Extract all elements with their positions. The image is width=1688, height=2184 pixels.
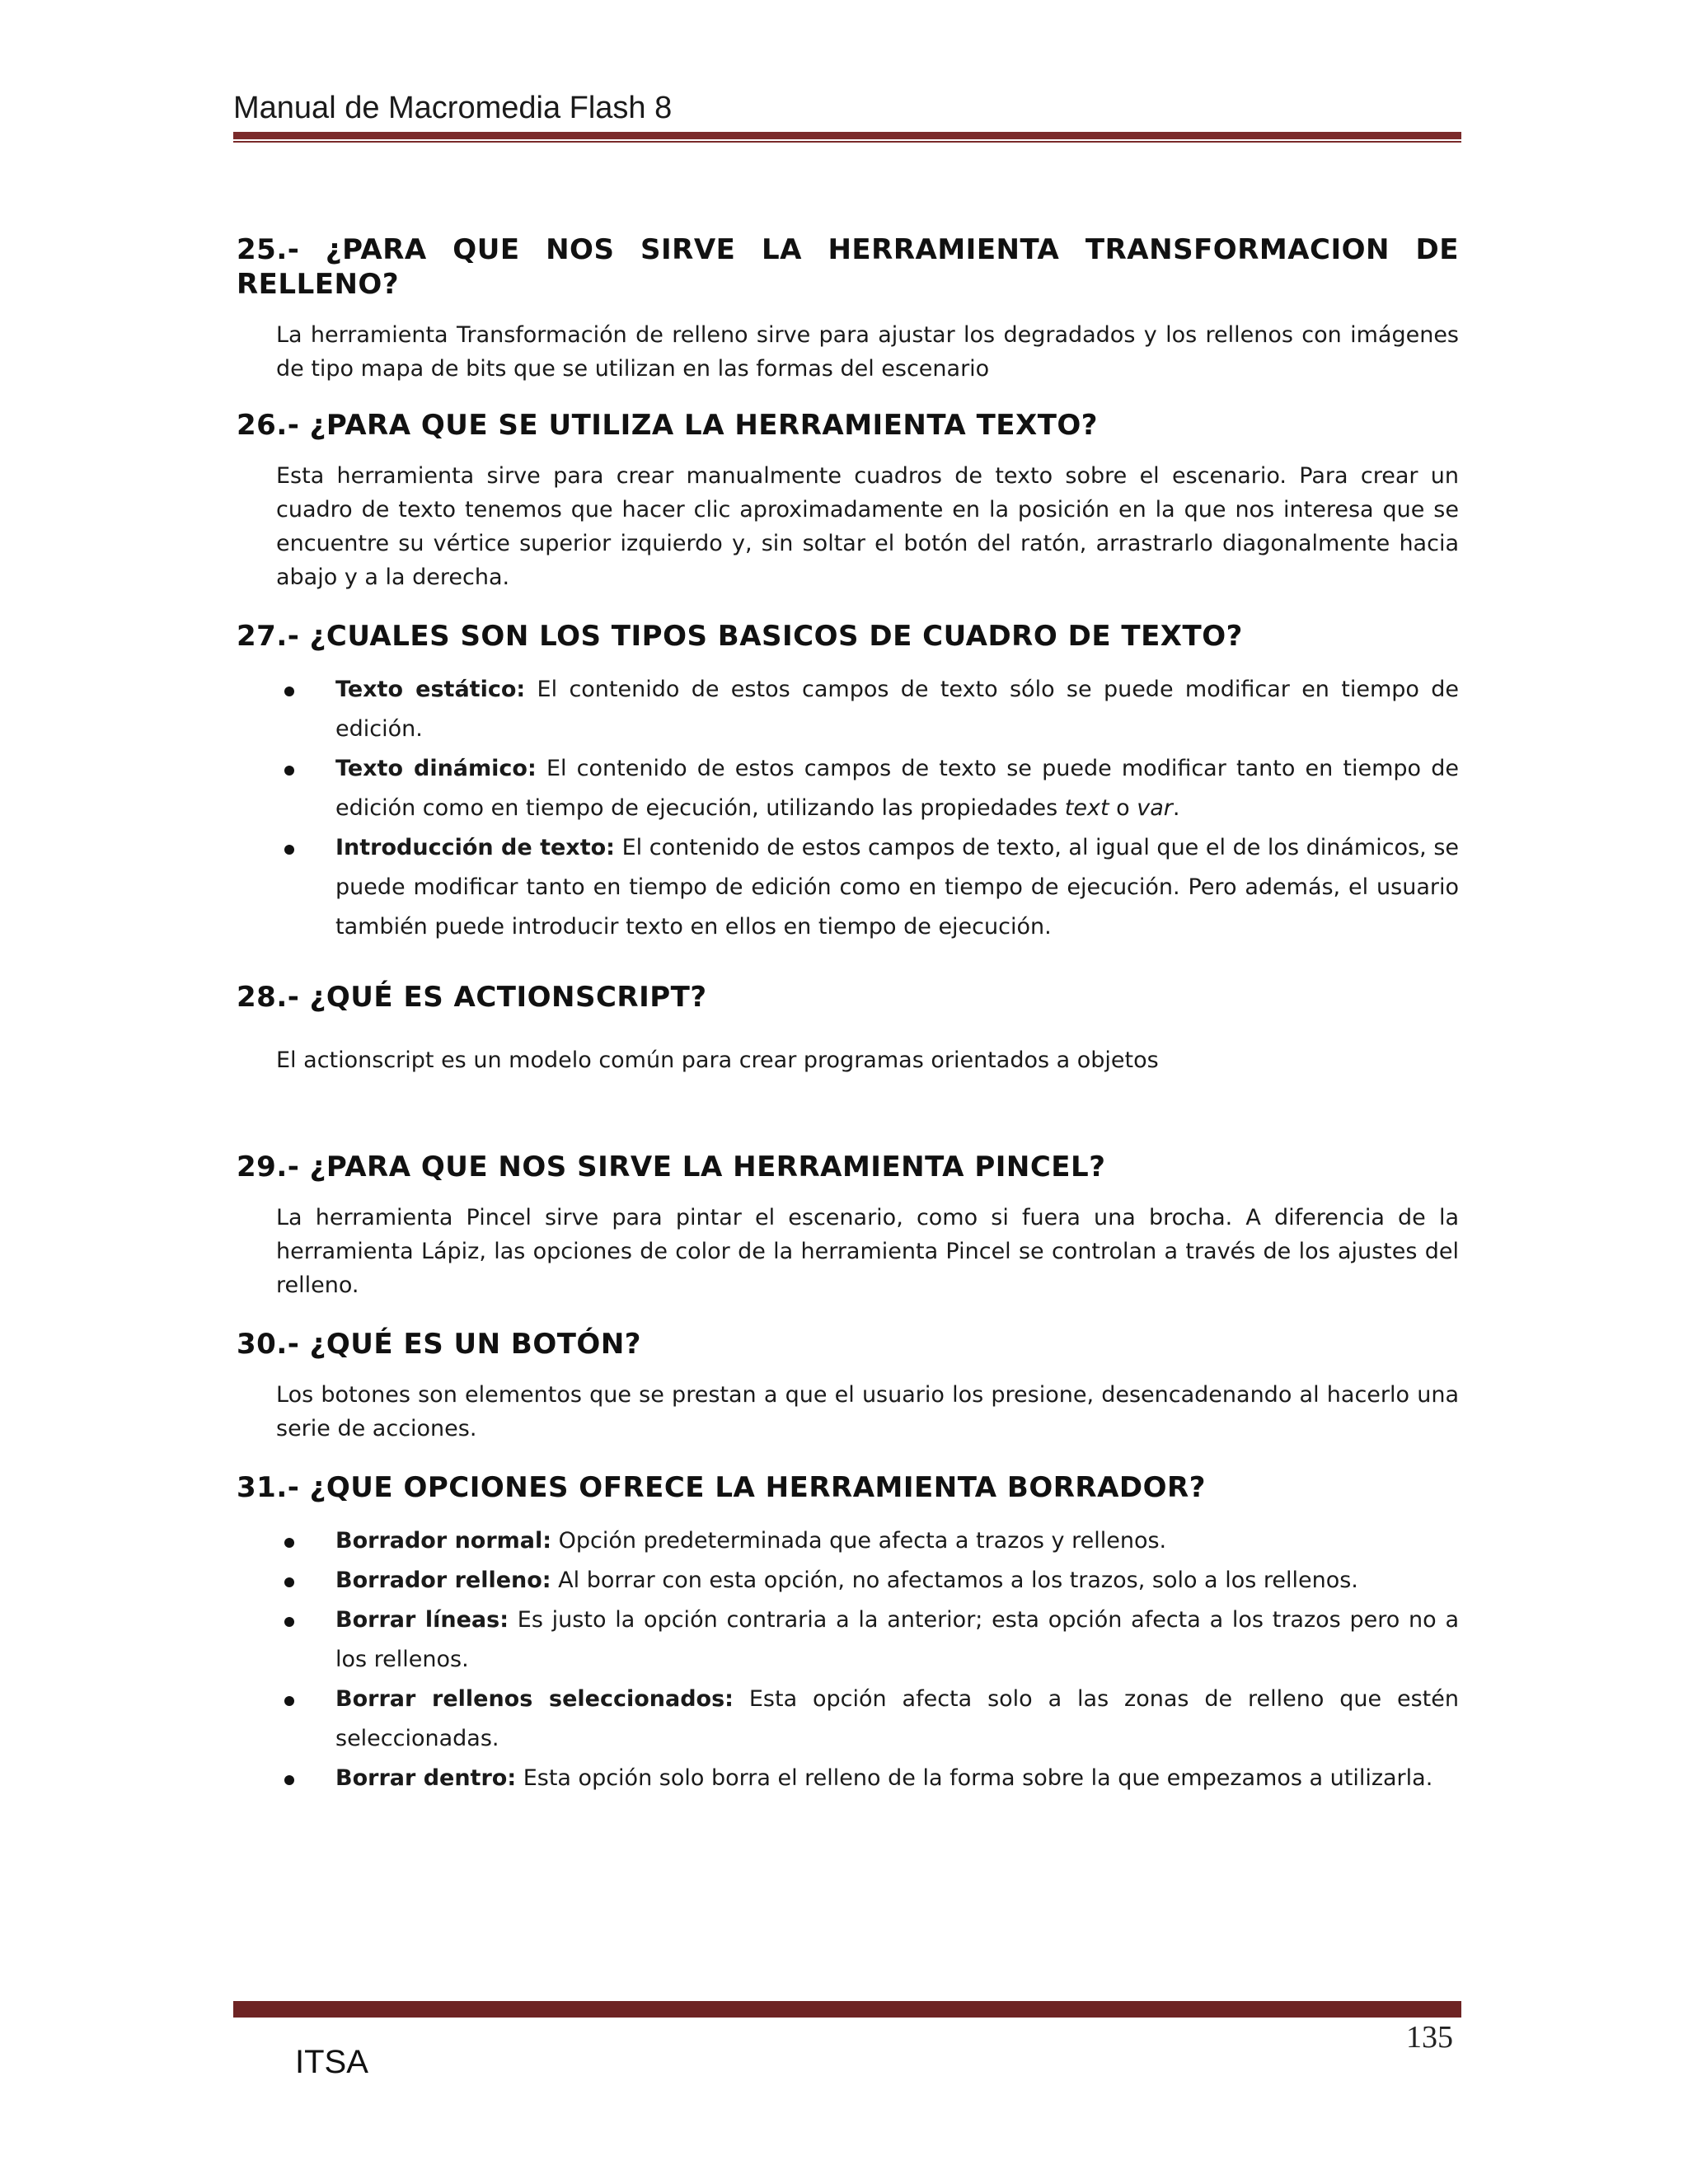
- section-26: [237, 408, 1459, 594]
- section-heading: 26.- ¿PARA QUE SE UTILIZA LA HERRAMIENTA TEXTO?: [237, 409, 1099, 442]
- footer-rule: [233, 2001, 1461, 2018]
- page-content: [237, 232, 1459, 1798]
- bullet-icon: [284, 687, 294, 696]
- section-heading: 27.- ¿CUALES SON LOS TIPOS BASICOS DE CUADRO DE TEXTO?: [237, 620, 1243, 653]
- item-emphasis: text: [1064, 795, 1109, 821]
- page-footer: [233, 2001, 1461, 2149]
- section-25: [237, 232, 1459, 386]
- bullet-icon: [284, 1696, 294, 1706]
- item-term: Borrar líneas:: [335, 1607, 509, 1633]
- section-31: [237, 1470, 1459, 1798]
- page-header: [233, 92, 1461, 143]
- section-28: [237, 980, 1459, 1077]
- item-term: Texto estático:: [335, 677, 526, 702]
- bullet-icon: [284, 1775, 294, 1785]
- section-heading: 31.- ¿QUE OPCIONES OFRECE LA HERRAMIENTA BORRADOR?: [237, 1471, 1206, 1504]
- list-item: [276, 1680, 1459, 1759]
- footer-org: ITSA: [295, 2044, 368, 2080]
- item-text: El contenido de estos campos de texto sólo se puede modificar en tiempo de edición.: [335, 677, 1459, 742]
- bullet-icon: [284, 1577, 294, 1587]
- item-text: o: [1109, 795, 1137, 821]
- list-item: [276, 1521, 1459, 1561]
- section-paragraph: Los botones son elementos que se prestan a que el usuario los presione, desencadenando al hacerlo una serie de acciones.: [276, 1382, 1459, 1441]
- section-paragraph: La herramienta Transformación de relleno sirve para ajustar los degradados y los rellenos con imágenes de tipo mapa de bits que se utilizan en las formas del escenario: [276, 322, 1459, 382]
- item-emphasis: var: [1137, 795, 1173, 821]
- header-rule: [233, 132, 1461, 139]
- item-text: .: [1172, 795, 1180, 821]
- item-term: Borrador normal:: [335, 1528, 552, 1554]
- item-text: Al borrar con esta opción, no afectamos a los trazos, solo a los rellenos.: [551, 1568, 1358, 1593]
- bullet-icon: [284, 845, 294, 855]
- list-item: [276, 749, 1459, 828]
- list-item: [276, 1561, 1459, 1601]
- section-paragraph: La herramienta Pincel sirve para pintar el escenario, como si fuera una brocha. A diferencia de la herramienta Lápiz, las opciones de color de la herramienta Pincel se controlan a través de los ajustes del relleno.: [276, 1205, 1459, 1298]
- item-text: Esta opción afecta solo a las zonas de relleno que estén seleccionadas.: [335, 1686, 1459, 1751]
- page-number: 135: [1406, 2020, 1453, 2055]
- bullet-list: [276, 1521, 1459, 1798]
- section-heading: 28.- ¿QUÉ ES ACTIONSCRIPT?: [237, 981, 707, 1014]
- item-text: Opción predeterminada que afecta a trazos y rellenos.: [551, 1528, 1167, 1554]
- list-item: [276, 1759, 1459, 1798]
- bullet-icon: [284, 1617, 294, 1627]
- bullet-list: [276, 670, 1459, 947]
- list-item: [276, 828, 1459, 947]
- item-term: Borrar rellenos seleccionados:: [335, 1686, 734, 1712]
- bullet-icon: [284, 766, 294, 776]
- bullet-icon: [284, 1538, 294, 1548]
- section-27: [237, 619, 1459, 947]
- item-term: Borrador relleno:: [335, 1568, 551, 1593]
- list-item: [276, 670, 1459, 749]
- header-rule-thin: [233, 141, 1461, 143]
- section-heading: 29.- ¿PARA QUE NOS SIRVE LA HERRAMIENTA PINCEL?: [237, 1151, 1106, 1183]
- section-paragraph: Esta herramienta sirve para crear manualmente cuadros de texto sobre el escenario. Para crear un cuadro de texto tenemos que hacer clic aproximadamente en la posición en la que nos interesa que se encuentre su vértice superior izquierdo y, sin soltar el botón del ratón, arrastrarlo diagonalmente hacia abajo y a la derecha.: [276, 463, 1459, 590]
- document-title: Manual de Macromedia Flash 8: [233, 91, 673, 125]
- item-text: Es justo la opción contraria a la anterior; esta opción afecta a los trazos pero no a los rellenos.: [335, 1607, 1459, 1672]
- section-paragraph: El actionscript es un modelo común para crear programas orientados a objetos: [276, 1047, 1159, 1073]
- item-text: El contenido de estos campos de texto, al igual que el de los dinámicos, se puede modificar tanto en tiempo de edición como en tiempo de ejecución. Pero además, el usuario también puede introducir texto en ellos en tiempo de ejecución.: [335, 835, 1460, 940]
- item-term: Introducción de texto:: [335, 835, 615, 860]
- item-term: Texto dinámico:: [335, 756, 537, 781]
- section-heading: 25.- ¿PARA QUE NOS SIRVE LA HERRAMIENTA TRANSFORMACION DE RELLENO?: [237, 233, 1459, 301]
- section-heading: 30.- ¿QUÉ ES UN BOTÓN?: [237, 1328, 642, 1361]
- section-29: [237, 1150, 1459, 1302]
- item-term: Borrar dentro:: [335, 1765, 517, 1791]
- item-text: El contenido de estos campos de texto se puede modificar tanto en tiempo de edición como en tiempo de ejecución, utilizando las propiedades: [335, 756, 1460, 821]
- list-item: [276, 1601, 1459, 1680]
- item-text: Esta opción solo borra el relleno de la forma sobre la que empezamos a utilizarla.: [516, 1765, 1433, 1791]
- section-30: [237, 1327, 1459, 1446]
